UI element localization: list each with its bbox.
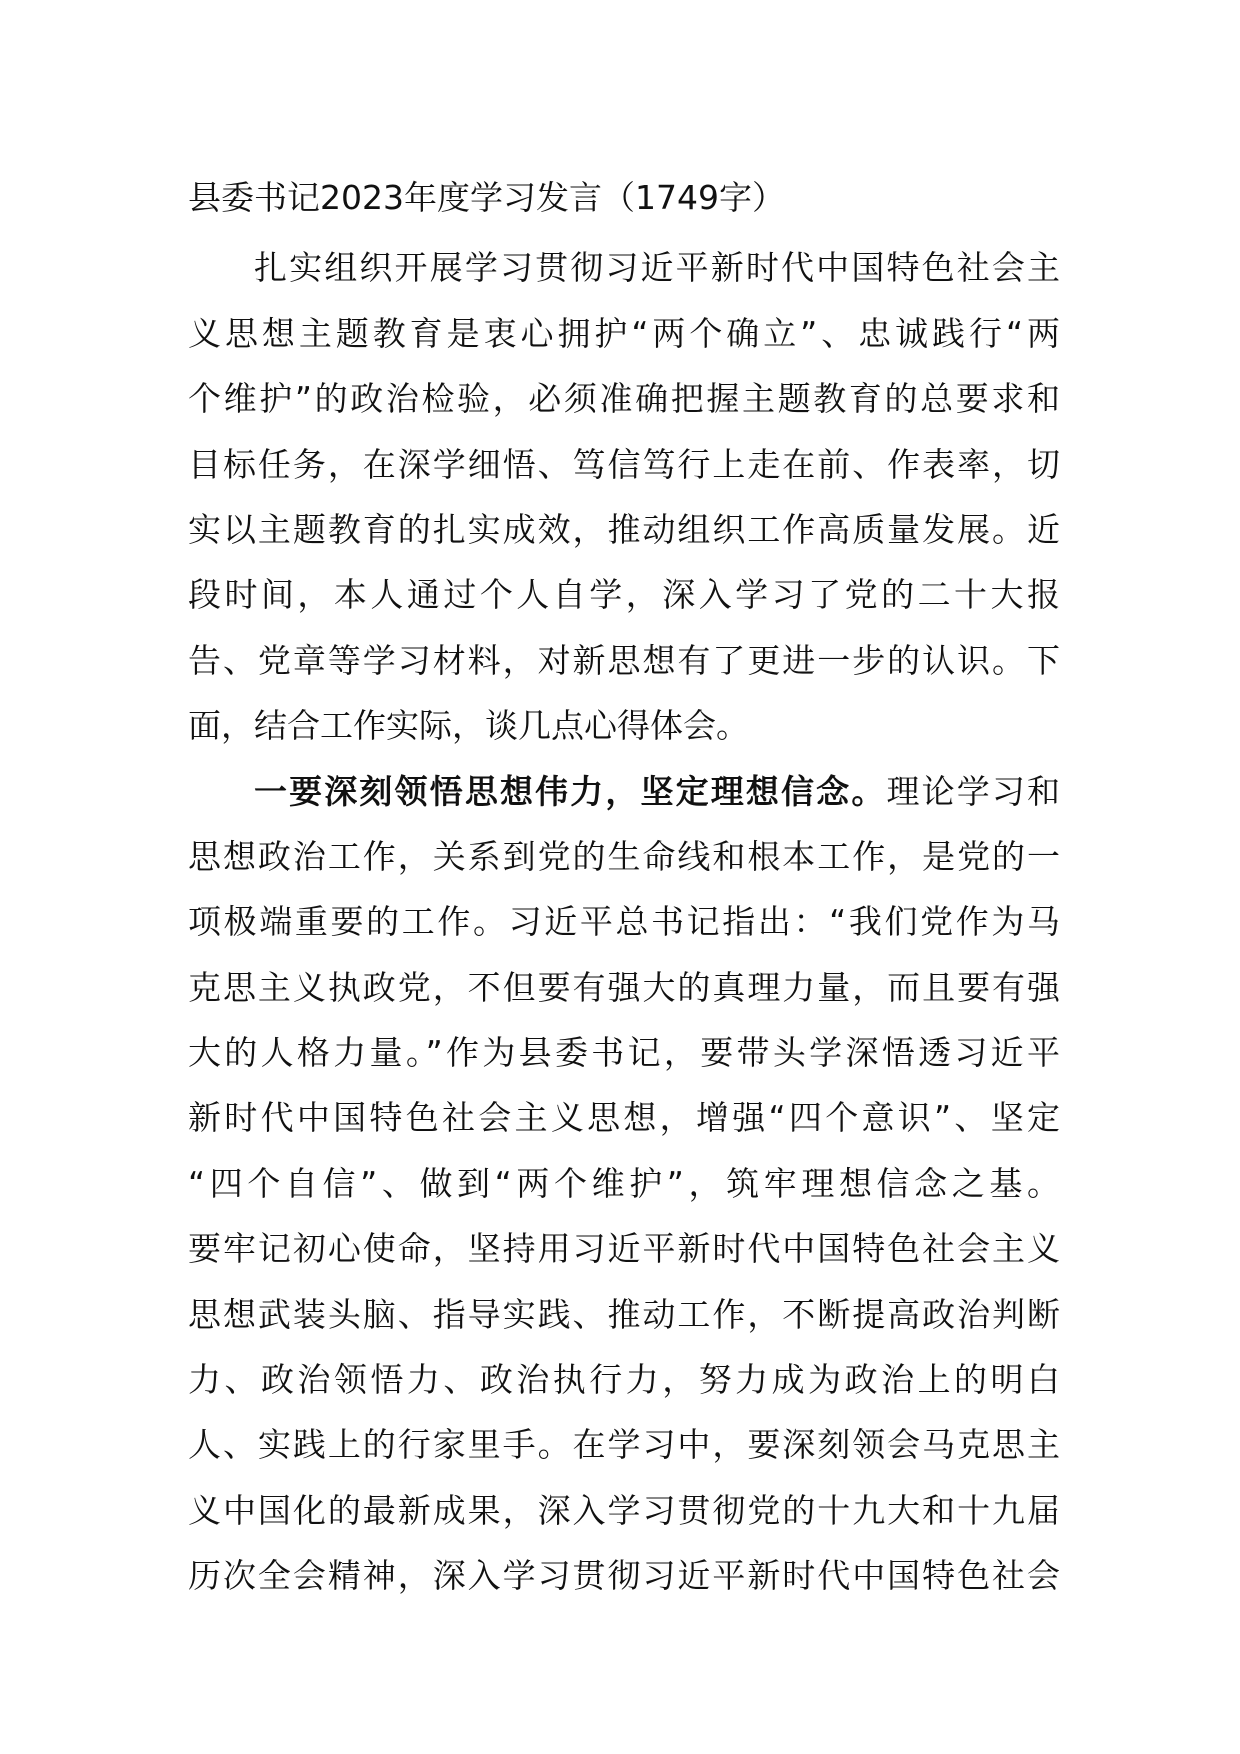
paragraph-line (188, 759, 1060, 824)
paragraph-line: “四个自信”、做到“两个维护”，筑牢理想信念之基。 (188, 1163, 1060, 1203)
paragraph-line: 个维护”的政治检验，必须准确把握主题教育的总要求和 (188, 379, 1060, 419)
paragraph-line: 段时间，本人通过个人自学，深入学习了党的二十大报 (188, 575, 1060, 615)
paragraph-line: 义中国化的最新成果，深入学习贯彻党的十九大和十九届 (188, 1490, 1060, 1530)
paragraph-line: 新时代中国特色社会主义思想，增强“四个意识”、坚定 (188, 1098, 1060, 1138)
document-title: 县委书记2023年度学习发言（1749字） (188, 178, 785, 217)
paragraph-line: 面，结合工作实际，谈几点心得体会。 (188, 706, 749, 746)
paragraph-line: 历次全会精神，深入学习贯彻习近平新时代中国特色社会 (188, 1556, 1060, 1596)
paragraph-line: 实以主题教育的扎实成效，推动组织工作高质量发展。近 (188, 509, 1060, 549)
paragraph-text: 理论学习和 (886, 771, 1061, 811)
section-heading: 一要深刻领悟思想伟力，坚定理想信念。 (254, 771, 887, 811)
paragraph-section-one (188, 759, 1060, 1609)
paragraph-line: 大的人格力量。”作为县委书记，要带头学深悟透习近平 (188, 1033, 1060, 1073)
paragraph-line: 克思主义执政党，不但要有强大的真理力量，而且要有强 (188, 967, 1060, 1007)
paragraph-line: 扎实组织开展学习贯彻习近平新时代中国特色社会主 (254, 248, 1060, 288)
paragraph-intro (188, 235, 1060, 758)
paragraph-line: 人、实践上的行家里手。在学习中，要深刻领会马克思主 (188, 1425, 1060, 1465)
paragraph-line: 项极端重要的工作。习近平总书记指出：“我们党作为马 (188, 902, 1060, 942)
paragraph-line: 目标任务，在深学细悟、笃信笃行上走在前、作表率，切 (188, 444, 1060, 484)
paragraph-line: 思想政治工作，关系到党的生命线和根本工作，是党的一 (188, 836, 1060, 876)
paragraph-line: 要牢记初心使命，坚持用习近平新时代中国特色社会主义 (188, 1229, 1060, 1269)
paragraph-line: 告、党章等学习材料，对新思想有了更进一步的认识。下 (188, 640, 1060, 680)
paragraph-line: 义思想主题教育是衷心拥护“两个确立”、忠诚践行“两 (188, 313, 1060, 353)
paragraph-line: 思想武装头脑、指导实践、推动工作，不断提高政治判断 (188, 1294, 1060, 1334)
document-page (188, 170, 1060, 1609)
paragraph-line: 力、政治领悟力、政治执行力，努力成为政治上的明白 (188, 1360, 1060, 1400)
